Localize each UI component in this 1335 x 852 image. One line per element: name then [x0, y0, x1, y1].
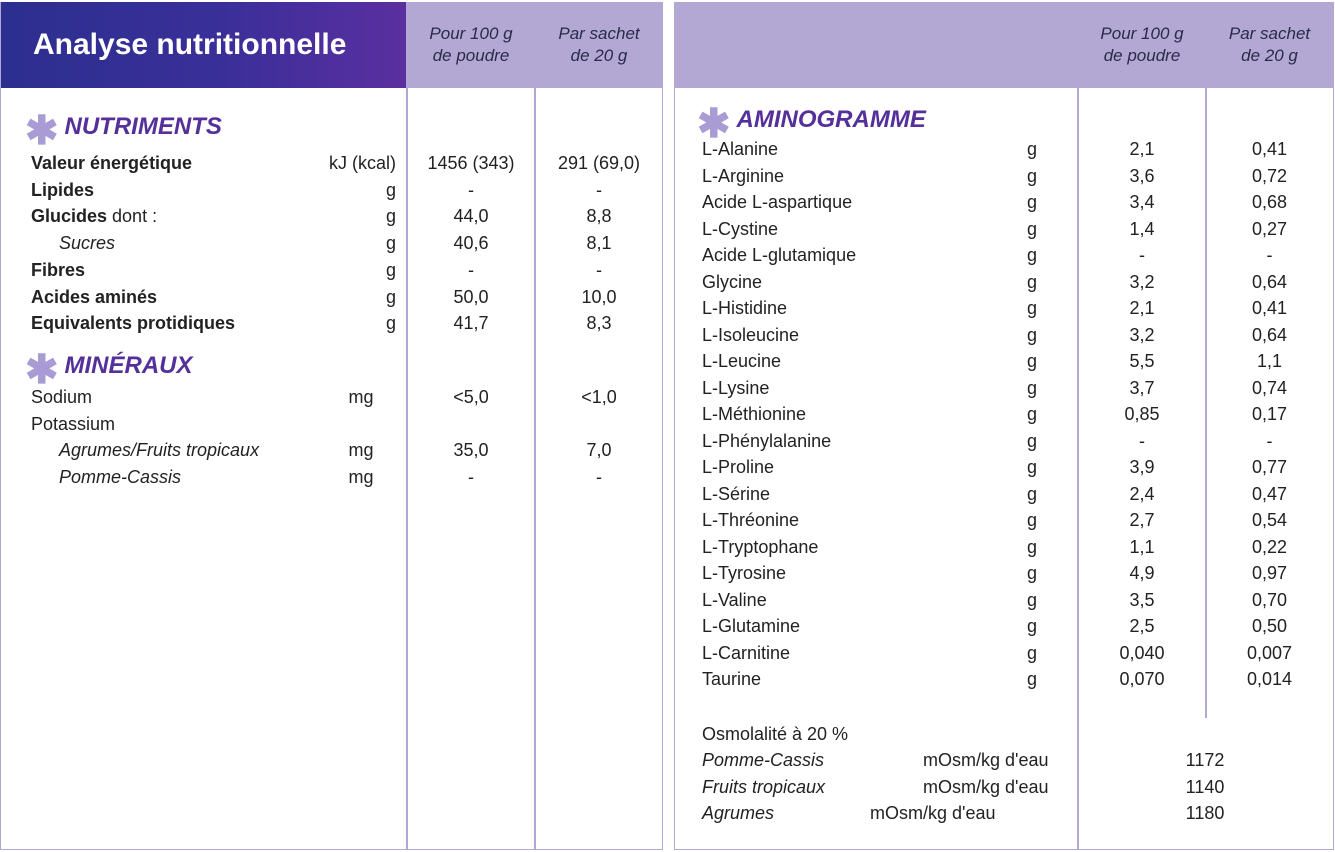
amino-acid-per-100g: 0,85 [1124, 404, 1160, 424]
mineral-unit [321, 411, 401, 437]
mineral-per-sachet: <1,0 [581, 387, 617, 407]
amino-acid-per-100g: 2,7 [1129, 510, 1155, 530]
amino-acid-per-100g: 1,4 [1129, 218, 1155, 239]
section-mineraux [25, 348, 193, 392]
amino-acid-name: L-Alanine [702, 139, 779, 159]
amino-acid-per-100g: 3,2 [1129, 324, 1155, 345]
amino-acid-per-sachet: 0,72 [1251, 165, 1288, 186]
section-aminogramme [697, 102, 926, 146]
aminogramme-panel [674, 2, 1334, 850]
amino-acid-per-100g: 2,4 [1129, 483, 1155, 504]
amino-acid-per-100g: 2,1 [1129, 139, 1155, 159]
amino-acid-name: L-Thréonine [702, 510, 800, 530]
header-per-sachet [535, 2, 663, 88]
amino-acid-unit: g [1026, 642, 1037, 663]
amino-acid-per-sachet: 0,50 [1251, 616, 1288, 636]
mineral-name: Agrumes/Fruits tropicaux [59, 440, 260, 460]
amino-acid-unit: g [1026, 298, 1037, 318]
osmolalite-value: 1172 [1185, 750, 1225, 770]
amino-acid-per-100g: 0,040 [1119, 642, 1165, 663]
amino-acid-per-100g: 4,9 [1129, 563, 1155, 583]
nutrient-label [31, 177, 94, 203]
amino-acid-name: L-Isoleucine [702, 324, 800, 345]
nutrient-unit: g [385, 233, 396, 254]
nutrient-per-100g: - [468, 259, 474, 280]
amino-acid-per-sachet: 0,27 [1251, 218, 1288, 239]
nutrient-label [31, 310, 235, 336]
mineral-unit: mg [348, 387, 374, 407]
amino-acid-per-100g: 3,9 [1129, 457, 1155, 477]
mineral-unit: mg [348, 440, 374, 460]
amino-acid-per-sachet: 1,1 [1256, 351, 1283, 371]
nutrient-per-sachet: 10,0 [581, 286, 617, 307]
amino-acid-unit: g [1026, 271, 1037, 292]
amino-acid-unit: g [1026, 483, 1037, 504]
amino-acid-unit: g [1026, 669, 1037, 689]
amino-acid-name: L-Carnitine [702, 642, 791, 663]
amino-acid-unit: g [1026, 616, 1037, 636]
nutrient-label [31, 150, 192, 176]
amino-acid-name: L-Proline [702, 457, 775, 477]
mineral-per-100g: - [468, 466, 474, 487]
amino-acid-per-100g: 5,5 [1129, 351, 1155, 371]
amino-acid-unit: g [1026, 563, 1037, 583]
amino-acid-per-sachet: 0,64 [1251, 324, 1288, 345]
nutrient-per-sachet: 8,1 [586, 233, 612, 254]
header-per-sachet-label: Par sachet de 20 g [558, 24, 640, 65]
mineral-name: Pomme-Cassis [59, 466, 182, 487]
nutrient-label [31, 203, 157, 229]
osmolalite-flavor: Fruits tropicaux [702, 776, 826, 797]
nutrient-label [31, 257, 85, 283]
amino-acid-unit: g [1026, 404, 1037, 424]
amino-acid-name: L-Leucine [702, 351, 782, 371]
amino-acid-per-100g: 2,1 [1129, 298, 1155, 318]
osmolalite-unit: mOsm/kg d'eau [923, 750, 1049, 770]
mineral-per-100g [407, 411, 535, 437]
title-cell [1, 2, 407, 88]
nutrient-name: Acides aminés [31, 286, 158, 307]
amino-acid-per-sachet: 0,17 [1251, 404, 1288, 424]
amino-acid-unit: g [1026, 589, 1037, 610]
page-title: Analyse nutritionnelle [33, 28, 347, 61]
amino-acid-name: L-Phénylalanine [702, 430, 832, 451]
nutrient-suffix: dont : [107, 206, 158, 227]
nutrient-name: Valeur énergétique [31, 153, 193, 173]
amino-acid-unit: g [1026, 351, 1037, 371]
amino-acid-unit: g [1026, 430, 1037, 451]
amino-acid-unit: g [1026, 324, 1037, 345]
nutrient-name: Lipides [31, 179, 95, 200]
amino-acid-unit: g [1026, 536, 1037, 557]
nutrient-unit: kJ (kcal) [329, 153, 396, 173]
amino-acid-name: L-Lysine [702, 377, 770, 398]
section-title: NUTRIMENTS [64, 113, 222, 140]
amino-acid-unit: g [1026, 377, 1037, 398]
nutrient-unit: g [385, 179, 396, 200]
osmolalite-flavor: Agrumes [702, 803, 775, 823]
section-nutriments [25, 109, 222, 153]
nutrient-per-sachet: 291 (69,0) [557, 153, 641, 173]
amino-acid-unit: g [1026, 457, 1037, 477]
header-per-100g-label: Pour 100 g de poudre [1100, 24, 1184, 65]
header-per-sachet [1206, 2, 1333, 88]
section-title: AMINOGRAMME [736, 106, 926, 133]
amino-acid-unit: g [1026, 165, 1037, 186]
asterisk-icon: ✱ [25, 109, 59, 153]
amino-acid-per-sachet: 0,22 [1251, 536, 1288, 557]
amino-acid-per-sachet: 0,64 [1251, 271, 1288, 292]
amino-acid-name: L-Histidine [702, 298, 788, 318]
nutrient-name: Fibres [31, 259, 86, 280]
nutrient-per-100g: 44,0 [453, 206, 489, 227]
amino-acid-per-100g: 1,1 [1129, 536, 1155, 557]
amino-acid-unit: g [1026, 192, 1037, 212]
amino-acid-per-sachet: 0,41 [1251, 139, 1288, 159]
nutrient-per-sachet: - [596, 259, 602, 280]
nutrient-name: Glucides [31, 206, 108, 227]
header-blank [675, 2, 1078, 88]
amino-acid-per-100g: 2,5 [1129, 616, 1155, 636]
osmolalite-label: Osmolalité à 20 % [702, 724, 849, 744]
mineral-per-100g: 35,0 [453, 440, 489, 460]
amino-acid-per-sachet: 0,54 [1251, 510, 1288, 530]
amino-acid-per-100g: 3,2 [1129, 271, 1155, 292]
nutrient-per-sachet: 8,8 [586, 206, 612, 227]
nutrient-label [59, 230, 115, 256]
osmolalite-flavor: Pomme-Cassis [702, 750, 825, 770]
amino-acid-per-sachet: 0,41 [1251, 298, 1288, 318]
amino-acid-per-sachet: 0,74 [1251, 377, 1288, 398]
amino-acid-name: L-Tyrosine [702, 563, 787, 583]
nutrient-unit: g [385, 313, 396, 334]
osmolalite-value: 1180 [1185, 803, 1225, 823]
amino-acid-per-sachet: 0,68 [1251, 192, 1288, 212]
amino-acid-name: Acide L-aspartique [702, 192, 853, 212]
osmolalite-value: 1140 [1185, 776, 1225, 797]
nutrient-per-100g: - [468, 179, 474, 200]
nutrient-label [31, 284, 157, 310]
amino-acid-name: L-Méthionine [702, 404, 807, 424]
header-per-100g-label: Pour 100 g de poudre [429, 24, 513, 65]
mineral-name: Potassium [31, 413, 116, 434]
nutrient-name: Equivalents protidiques [31, 313, 236, 334]
amino-acid-name: Taurine [702, 669, 762, 689]
section-title: MINÉRAUX [64, 352, 193, 379]
amino-acid-name: L-Sérine [702, 483, 771, 504]
amino-acid-per-100g: 3,4 [1129, 192, 1155, 212]
nutrient-per-100g: 40,6 [453, 233, 489, 254]
nutrient-unit: g [385, 206, 396, 227]
amino-acid-per-100g: 3,5 [1129, 589, 1155, 610]
nutrient-per-100g: 41,7 [453, 313, 489, 334]
amino-acid-per-sachet: 0,70 [1251, 589, 1288, 610]
header-per-100g [407, 2, 535, 88]
mineral-name: Sodium [31, 387, 93, 407]
amino-acid-per-sachet: 0,97 [1251, 563, 1288, 583]
mineral-per-100g: <5,0 [453, 387, 489, 407]
amino-acid-per-100g: - [1139, 430, 1145, 451]
amino-acid-per-sachet: 0,007 [1246, 642, 1293, 663]
amino-acid-per-sachet: - [1266, 430, 1273, 451]
asterisk-icon: ✱ [697, 102, 731, 146]
amino-acid-per-100g: 0,070 [1119, 669, 1165, 689]
amino-acid-per-sachet: 0,77 [1251, 457, 1288, 477]
header-per-sachet-label: Par sachet de 20 g [1228, 24, 1311, 65]
asterisk-icon: ✱ [25, 348, 59, 392]
amino-acid-name: L-Valine [702, 589, 767, 610]
amino-acid-name: Glycine [702, 271, 763, 292]
amino-acid-unit: g [1026, 218, 1037, 239]
amino-acid-per-sachet: 0,014 [1246, 669, 1293, 689]
amino-acid-name: L-Arginine [702, 165, 785, 186]
header-per-100g [1078, 2, 1206, 88]
amino-acid-per-sachet: 0,47 [1251, 483, 1288, 504]
mineral-unit: mg [348, 466, 374, 487]
amino-acid-unit: g [1026, 139, 1037, 159]
mineral-per-sachet: 7,0 [586, 440, 612, 460]
nutrient-per-sachet: 8,3 [586, 313, 612, 334]
nutrient-per-sachet: - [596, 179, 602, 200]
nutrient-unit: g [385, 259, 396, 280]
amino-acid-per-100g: - [1139, 245, 1145, 265]
amino-acid-name: L-Tryptophane [702, 536, 819, 557]
nutrient-unit: g [385, 286, 396, 307]
amino-acid-per-100g: 3,6 [1129, 165, 1155, 186]
amino-acid-name: L-Glutamine [702, 616, 801, 636]
nutrient-per-100g: 50,0 [453, 286, 489, 307]
osmolalite-unit: mOsm/kg d'eau [923, 776, 1049, 797]
osmolalite-unit: mOsm/kg d'eau [870, 803, 996, 823]
amino-acid-per-100g: 3,7 [1129, 377, 1155, 398]
amino-acid-name: L-Cystine [702, 218, 779, 239]
nutrient-per-100g: 1456 (343) [427, 153, 515, 173]
amino-acid-per-sachet: - [1266, 245, 1273, 265]
amino-acid-name: Acide L-glutamique [702, 245, 857, 265]
nutrition-panel [0, 2, 663, 850]
amino-acid-unit: g [1026, 245, 1037, 265]
mineral-per-sachet: - [596, 466, 602, 487]
amino-acid-unit: g [1026, 510, 1037, 530]
mineral-per-sachet [535, 411, 663, 437]
nutrient-name: Sucres [59, 233, 116, 254]
